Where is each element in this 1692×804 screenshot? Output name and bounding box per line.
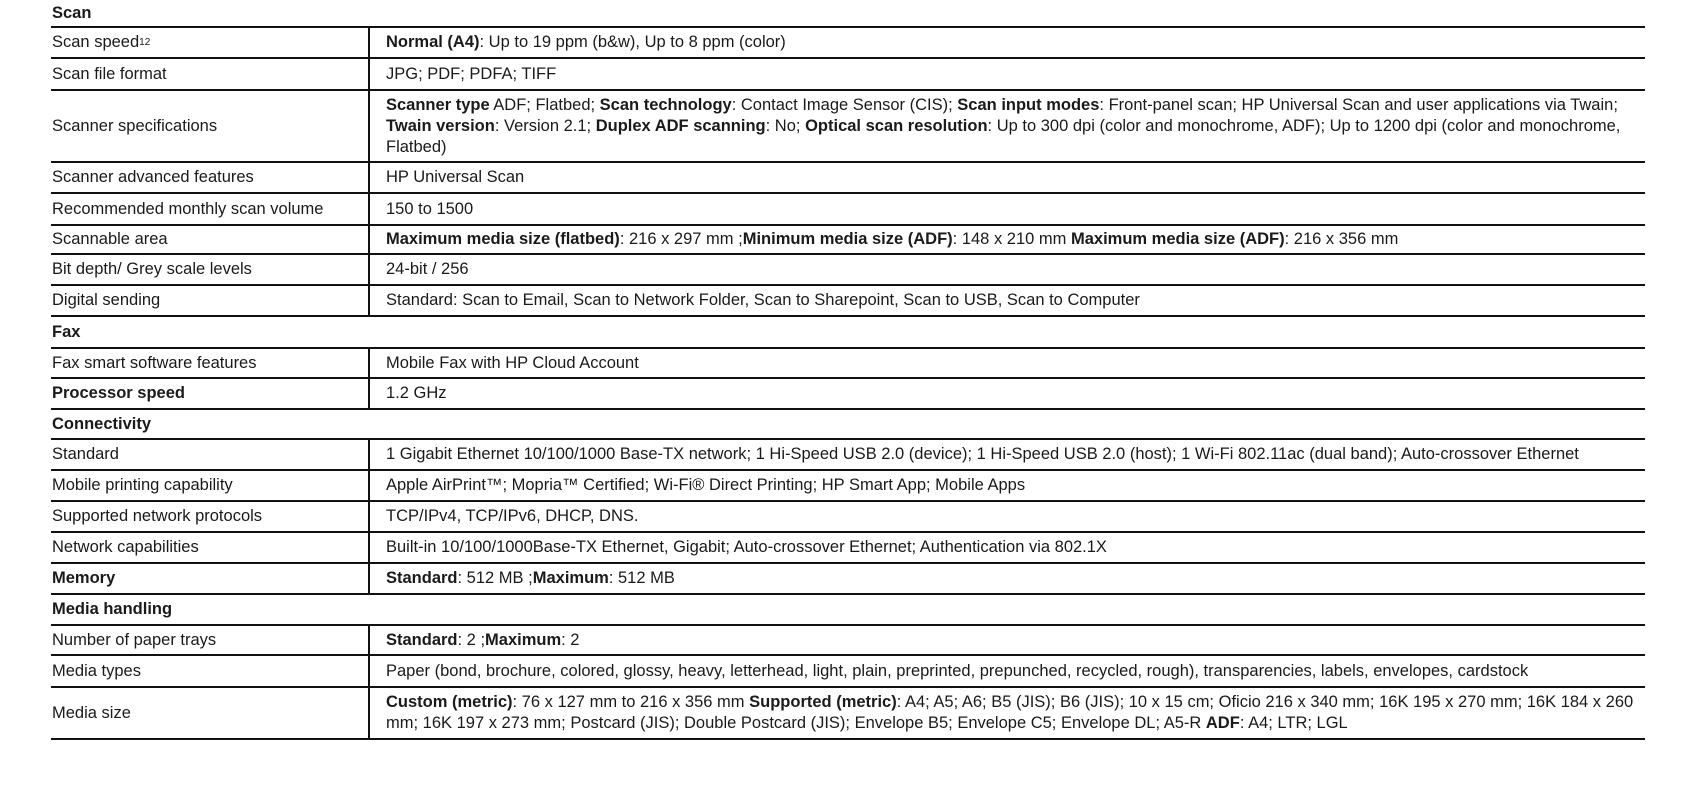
spec-value-key: Optical scan resolution: [805, 116, 988, 135]
spec-value-text: : 148 x 210 mm: [952, 230, 1071, 248]
spec-row-processor-speed: [51, 379, 1645, 410]
spec-row-digital-sending: [51, 286, 1645, 317]
spec-label-text: Fax smart software features: [52, 353, 257, 372]
spec-value-text: : A4; LTR; LGL: [1239, 714, 1348, 732]
spec-value-text: Apple AirPrint™; Mopria™ Certified; Wi-Fi® Direct Printing; HP Smart App; Mobile Apps: [386, 476, 1026, 494]
spec-value: [370, 91, 1645, 161]
spec-label: [51, 440, 370, 469]
spec-label-text: Memory: [52, 569, 116, 587]
spec-value-text: : 216 x 297 mm ;: [619, 230, 743, 248]
spec-value-text: TCP/IPv4, TCP/IPv6, DHCP, DNS.: [386, 507, 639, 525]
spec-value: [370, 226, 1645, 253]
spec-label: [51, 226, 370, 253]
spec-label-text: Recommended monthly scan volume: [52, 199, 324, 218]
spec-row-mobile-printing-capability: [51, 471, 1645, 502]
spec-label: [51, 564, 370, 593]
spec-label: [51, 688, 370, 738]
spec-value-key: Maximum media size (ADF): [1070, 230, 1285, 248]
spec-value-key: Maximum: [485, 630, 562, 649]
spec-label: [51, 626, 370, 654]
spec-value-text: 150 to 1500: [386, 199, 474, 218]
spec-label-text: Processor speed: [52, 384, 185, 402]
spec-value-key: Scan technology: [599, 95, 732, 114]
spec-value-key: Standard: [386, 569, 458, 587]
spec-value-text: : A4; A5; A6; B5 (JIS); B6 (JIS); 10 x 15 cm; Oficio 216 x 340 mm; 16K 195 x 270 mm; 16K 184 x 260 mm; 16K 197 x 273 mm; Postcard (JIS); Double Postcard (JIS); Envelope B5; Envelope C5; Envelope DL; A5-R: [386, 693, 1634, 732]
spec-value-text: : 2 ;: [457, 630, 486, 649]
spec-row-recommended-monthly-scan-volume: [51, 194, 1645, 226]
spec-label-text: Media size: [52, 703, 131, 722]
spec-value-key: Custom (metric): [386, 693, 513, 711]
spec-value-text: 1.2 GHz: [386, 384, 447, 402]
spec-value: [370, 626, 1645, 654]
spec-value-text: : Up to 19 ppm (b&w), Up to 8 ppm (color): [479, 33, 786, 51]
spec-row-supported-network-protocols: [51, 502, 1645, 533]
spec-value-text: : Up to 300 dpi (color and monochrome, ADF); Up to 1200 dpi (color and monochrome, Flatbed): [386, 116, 1621, 156]
section-heading-scan: Scan: [51, 0, 1645, 28]
spec-label: [51, 59, 370, 89]
spec-value: [370, 379, 1645, 408]
spec-row-scan-speed: [51, 28, 1645, 59]
spec-row-media-size: [51, 688, 1645, 740]
spec-value: [370, 286, 1645, 315]
spec-label-text: Media types: [52, 661, 141, 680]
spec-label-text: Number of paper trays: [52, 630, 217, 649]
spec-row-fax-smart-software-features: [51, 349, 1645, 379]
spec-value-text: : 2: [561, 630, 580, 649]
spec-value-text: : 76 x 127 mm to 216 x 356 mm: [512, 693, 750, 711]
spec-value: [370, 533, 1645, 562]
spec-row-memory: [51, 564, 1645, 595]
spec-label: [51, 194, 370, 224]
section-heading-media-handling: Media handling: [51, 595, 1645, 626]
section-heading-fax: Fax: [51, 317, 1645, 349]
spec-value: [370, 656, 1645, 686]
spec-label: [51, 286, 370, 315]
spec-value-key: Maximum media size (flatbed): [386, 230, 620, 248]
spec-value-text: : 512 MB ;: [457, 569, 533, 587]
spec-label-text: Scan speed: [52, 33, 140, 51]
spec-table: [51, 0, 1645, 740]
spec-row-scan-file-format: [51, 59, 1645, 91]
spec-row-network-capabilities: [51, 533, 1645, 564]
spec-label-text: Bit depth/ Grey scale levels: [52, 260, 252, 278]
spec-value: [370, 688, 1645, 738]
spec-value-text: : Version 2.1;: [494, 116, 596, 135]
spec-value-text: ADF; Flatbed;: [489, 95, 600, 114]
spec-label-text: Scanner advanced features: [52, 168, 254, 186]
spec-value-key: Duplex ADF scanning: [595, 116, 766, 135]
spec-row-standard: [51, 440, 1645, 471]
spec-value-key: Scan input modes: [957, 95, 1100, 114]
spec-value: [370, 163, 1645, 192]
spec-label-text: Scannable area: [52, 230, 168, 248]
spec-label: [51, 91, 370, 161]
spec-value-key: Supported (metric): [749, 693, 897, 711]
spec-value-key: Scanner type: [386, 95, 490, 114]
section-heading-connectivity: Connectivity: [51, 410, 1645, 440]
spec-label-text: Digital sending: [52, 291, 161, 309]
spec-value: [370, 502, 1645, 531]
spec-label: [51, 656, 370, 686]
spec-label-text: Network capabilities: [52, 538, 199, 556]
spec-label: [51, 502, 370, 531]
spec-value: [370, 564, 1645, 593]
spec-value: [370, 440, 1645, 469]
spec-label-text: Supported network protocols: [52, 507, 263, 525]
spec-value-key: ADF: [1205, 714, 1240, 732]
spec-label: [51, 471, 370, 500]
spec-value-text: 24-bit / 256: [386, 260, 469, 278]
spec-value: [370, 194, 1645, 224]
spec-value-text: JPG; PDF; PDFA; TIFF: [386, 64, 557, 83]
spec-value-key: Normal (A4): [386, 33, 480, 51]
spec-row-number-of-paper-trays: [51, 626, 1645, 656]
spec-value-text: : No;: [765, 116, 806, 135]
spec-label: Scan speed 12: [51, 28, 370, 57]
spec-value-text: 1 Gigabit Ethernet 10/100/1000 Base-TX network; 1 Hi-Speed USB 2.0 (device); 1 Hi-Speed USB 2.0 (host); 1 Wi-Fi 802.11ac (dual band); Auto-crossover Ethernet: [386, 445, 1579, 463]
spec-value-text: HP Universal Scan: [386, 168, 525, 186]
spec-value: [370, 349, 1645, 377]
spec-label-text: Scan file format: [52, 64, 167, 83]
spec-value-text: : Front-panel scan; HP Universal Scan and user applications via Twain;: [1099, 95, 1618, 114]
spec-row-media-types: [51, 656, 1645, 688]
spec-label: [51, 379, 370, 408]
spec-label: [51, 163, 370, 192]
spec-label: [51, 533, 370, 562]
spec-label-text: Scanner specifications: [52, 116, 218, 135]
spec-value: [370, 471, 1645, 500]
spec-value-key: Maximum: [532, 569, 609, 587]
spec-value-key: Standard: [386, 630, 458, 649]
spec-row-scannable-area: [51, 226, 1645, 255]
spec-label-text: Standard: [52, 445, 119, 463]
spec-row-scanner-specifications: [51, 91, 1645, 163]
spec-row-scanner-advanced-features: [51, 163, 1645, 194]
spec-label: [51, 349, 370, 377]
spec-value-text: : 216 x 356 mm: [1284, 230, 1399, 248]
spec-row-bit-depth-grey-scale-levels: [51, 255, 1645, 286]
spec-value: [370, 255, 1645, 284]
spec-value-key: Minimum media size (ADF): [742, 230, 953, 248]
spec-label-text: Mobile printing capability: [52, 476, 233, 494]
spec-value-text: Mobile Fax with HP Cloud Account: [386, 353, 639, 372]
spec-value: [370, 28, 1645, 57]
spec-label: [51, 255, 370, 284]
spec-value-text: Standard: Scan to Email, Scan to Network Folder, Scan to Sharepoint, Scan to USB, Scan to Computer: [386, 291, 1140, 309]
spec-value-text: Built-in 10/100/1000Base-TX Ethernet, Gigabit; Auto-crossover Ethernet; Authentication via 802.1X: [386, 538, 1107, 556]
spec-value-text: : 512 MB: [608, 569, 675, 587]
spec-value-text: : Contact Image Sensor (CIS);: [731, 95, 958, 114]
spec-value: [370, 59, 1645, 89]
spec-value-key: Twain version: [386, 116, 495, 135]
spec-value-text: Paper (bond, brochure, colored, glossy, heavy, letterhead, light, plain, preprinted, prepunched, recycled, rough), transparencies, labels, envelopes, cardstock: [386, 661, 1529, 680]
